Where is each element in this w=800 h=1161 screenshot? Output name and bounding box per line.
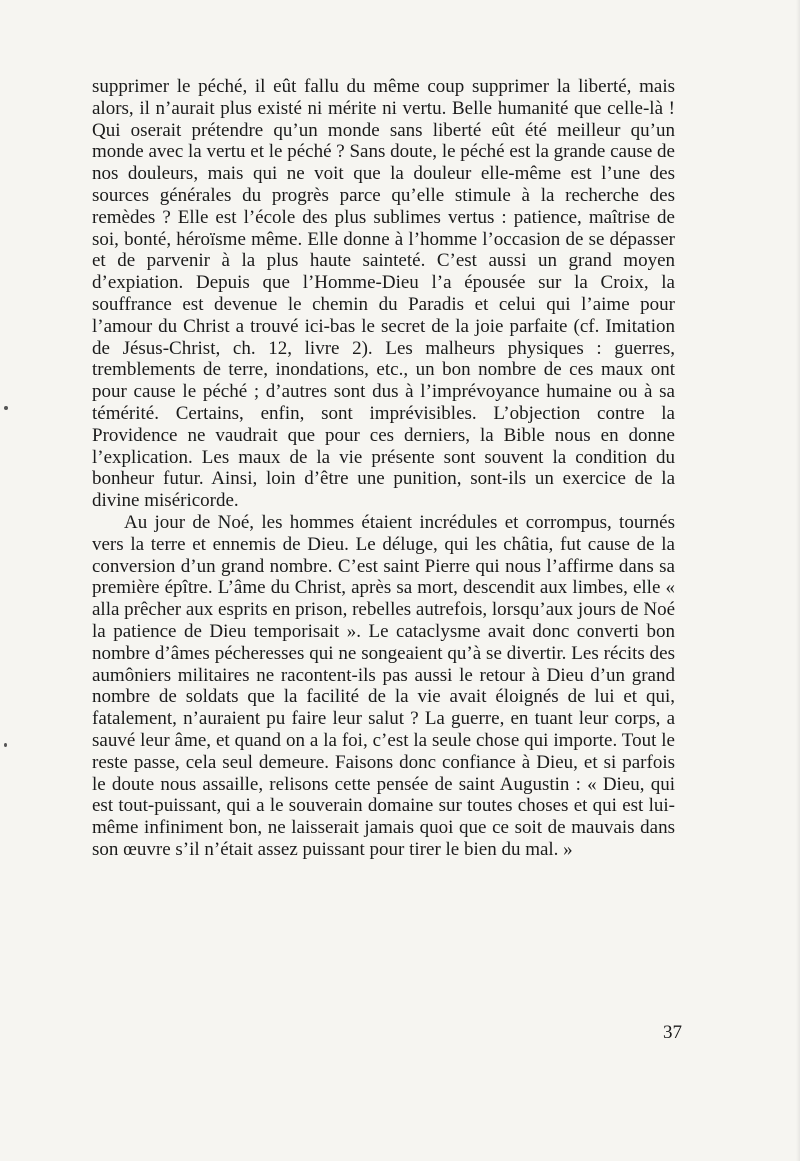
body-text <box>92 76 675 861</box>
scan-speck <box>4 406 8 410</box>
page-edge <box>796 0 800 1161</box>
paragraph: Au jour de Noé, les hommes étaient incrédules et corrompus, tournés vers la terre et ennemis de Dieu. Le déluge, qui les châtia, fut cause de la conversion d’un grand nombre. C’est saint Pierre qui nous l’affirme dans sa première épître. L’âme du Christ, après sa mort, descendit aux limbes, elle « alla prêcher aux esprits en prison, rebelles autrefois, lorsqu’aux jours de Noé la patience de Dieu temporisait ». Le cataclysme avait donc converti bon nombre d’âmes pécheresses qui ne songeaient qu’à se divertir. Les récits des aumôniers militaires ne racontent-ils pas aussi le retour à Dieu d’un grand nombre de soldats que la facilité de la vie avait éloignés de lui et qui, fatalement, n’auraient pu faire leur salut ? La guerre, en tuant leur corps, a sauvé leur âme, et quand on a la foi, c’est la seule chose qui importe. Tout le reste passe, cela seul demeure. Faisons donc confiance à Dieu, et si parfois le doute nous assaille, relisons cette pensée de saint Augustin : « Dieu, qui est tout-puissant, qui a le souverain domaine sur toutes choses et qui est lui-même infiniment bon, ne laisserait jamais quoi que ce soit de mauvais dans son œuvre s’il n’était assez puissant pour tirer le bien du mal. » <box>92 511 675 860</box>
scan-speck <box>4 743 7 747</box>
paragraph: supprimer le péché, il eût fallu du même coup supprimer la liberté, mais alors, il n’aurait plus existé ni mérite ni vertu. Belle humanité que celle-là ! Qui oserait prétendre qu’un monde sans liberté eût été meilleur qu’un monde avec la vertu et le péché ? Sans doute, le péché est la grande cause de nos douleurs, mais qui ne voit que la douleur elle-même est l’une des sources générales du progrès parce qu’elle stimule à la recherche des remèdes ? Elle est l’école des plus sublimes vertus : patience, maîtrise de soi, bonté, héroïsme même. Elle donne à l’homme l’occasion de se dépasser et de parvenir à la plus haute sainteté. C’est aussi un grand moyen d’expiation. Depuis que l’Homme-Dieu l’a épousée sur la Croix, la souffrance est devenue le chemin du Paradis et celui qui l’aime pour l’amour du Christ a trouvé ici-bas le secret de la joie parfaite (cf. Imitation de Jésus-Christ, ch. 12, livre 2). Les malheurs physiques : guerres, tremblements de terre, inondations, etc., un bon nombre de ces maux ont pour cause le péché ; d’autres sont dus à l’imprévoyance humaine ou à sa témérité. Certains, enfin, sont imprévisibles. L’objection contre la Providence ne vaudrait que pour ces derniers, la Bible nous en donne l’explication. Les maux de la vie présente sont souvent la condition du bonheur futur. Ainsi, loin d’être une punition, sont-ils un exercice de la divine miséricorde. <box>92 76 675 512</box>
page-number: 37 <box>663 1022 682 1043</box>
